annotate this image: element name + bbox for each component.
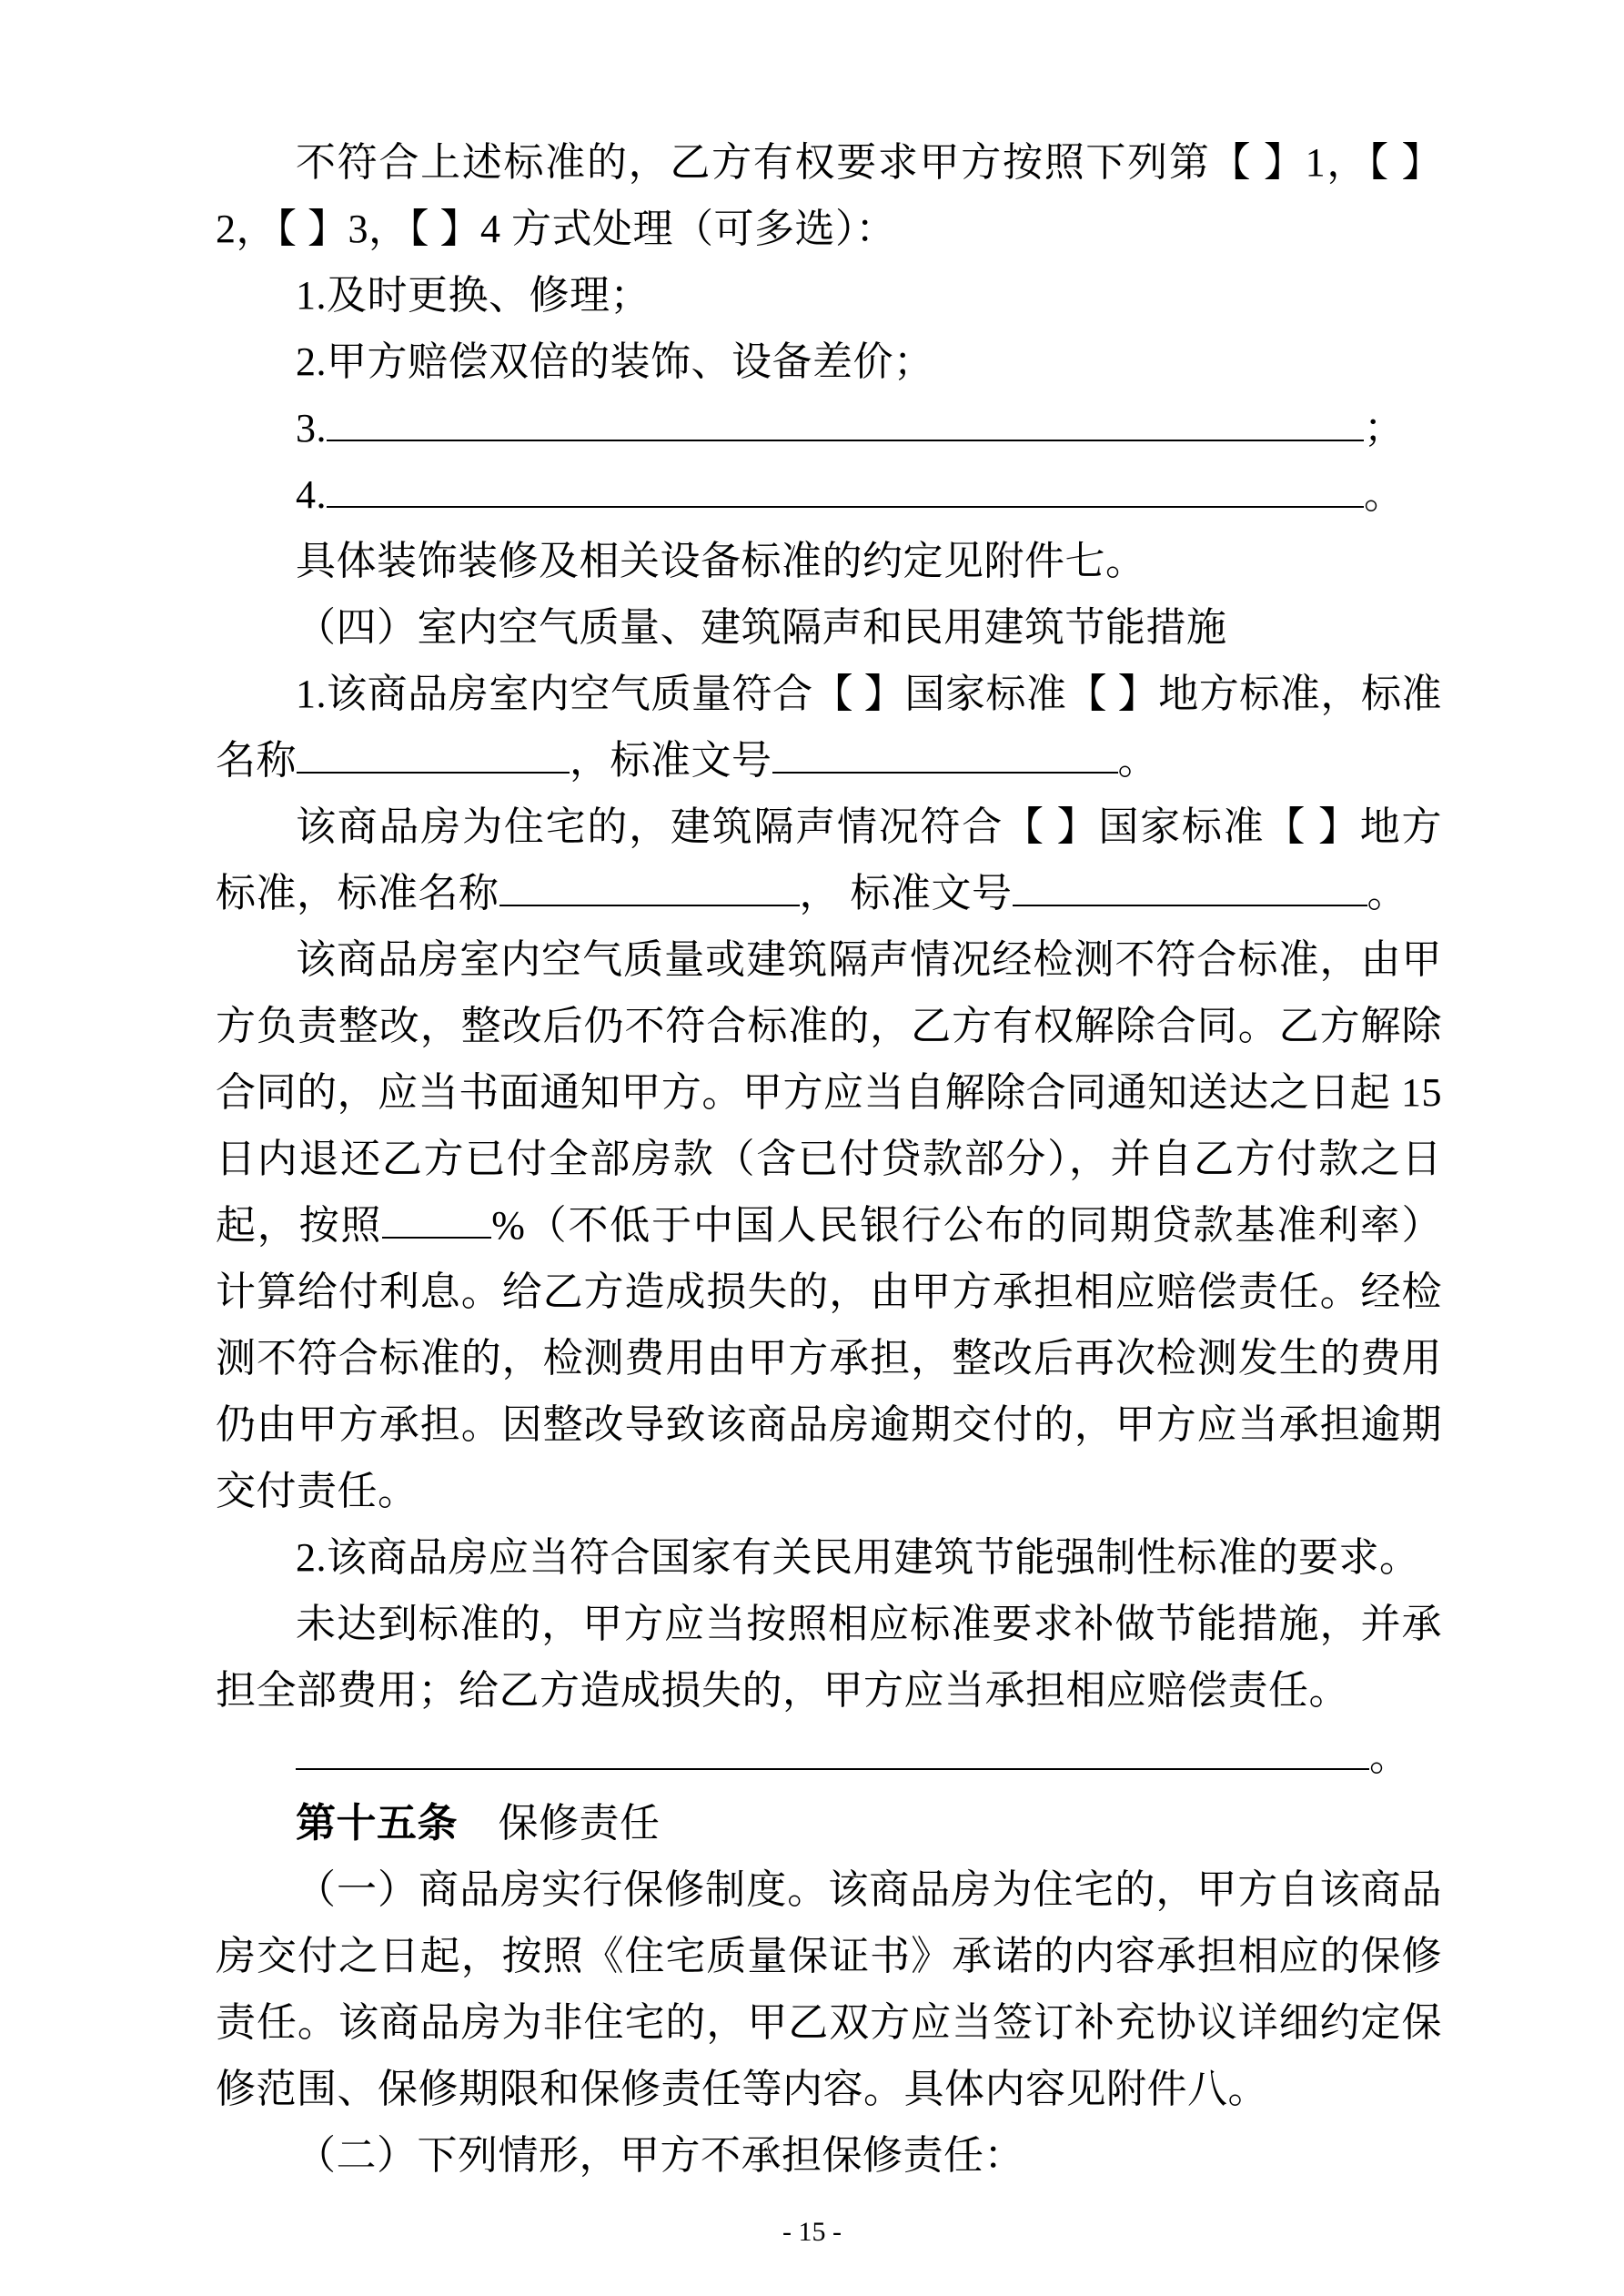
fill-in-blank — [296, 1732, 1369, 1770]
text-run: 2.甲方赔偿双倍的装饰、设备差价； — [296, 339, 934, 384]
fill-in-blank — [1013, 868, 1367, 906]
text-run: 该商品房室内空气质量或建筑隔声情况经检测不符合标准，由甲方负责整改，整改后仍不符合标准的，乙方有权解除合同。乙方解除合同的，应当书面通知甲方。甲方应当自解除合同通知送达之日起 15 日内退还乙方已付全部房款（含已付贷款部分），并自乙方付款之日起，按照 — [216, 937, 1442, 1248]
decoration-standard-note — [216, 528, 1442, 594]
text-run: 。 — [1364, 472, 1405, 517]
air-quality-clause — [216, 661, 1442, 794]
fill-in-blank — [297, 735, 570, 774]
text-run: 1.及时更换、修理； — [296, 273, 651, 318]
text-run: （四）室内空气质量、建筑隔声和民用建筑节能措施 — [296, 605, 1227, 650]
remedy-option-3 — [216, 395, 1442, 461]
text-run: 3. — [296, 406, 327, 450]
remedy-options-intro — [216, 129, 1442, 262]
text-run: 2.该商品房应当符合国家有关民用建筑节能强制性标准的要求。 — [296, 1535, 1420, 1580]
fill-in-blank — [772, 735, 1118, 774]
text-run: ，标准文号 — [570, 738, 772, 783]
remedy-option-1 — [216, 262, 1442, 329]
text-run: 。 — [1367, 871, 1407, 915]
text-run: ； — [1364, 406, 1405, 450]
blank-line-clause — [216, 1724, 1442, 1790]
fill-in-blank — [499, 868, 800, 906]
text-run: 保修责任 — [458, 1801, 661, 1846]
article-15-heading — [216, 1790, 1442, 1856]
text-run: （一）商品房实行保修制度。该商品房为住宅的，甲方自该商品房交付之日起，按照《住宅质量保证书》承诺的内容承担相应的保修责任。该商品房为非住宅的，甲乙双方应当签订补充协议详细约定保修范围、保修期限和保修责任等内容。具体内容见附件八。 — [216, 1867, 1442, 2111]
fill-in-blank — [327, 470, 1364, 508]
text-run: （二）下列情形，甲方不承担保修责任： — [296, 2133, 1024, 2178]
clause-heading-number: 第十五条 — [296, 1801, 458, 1846]
energy-remedy-clause — [216, 1591, 1442, 1724]
sound-insulation-clause — [216, 794, 1442, 926]
text-run: %（不低于中国人民银行公布的同期贷款基准利率）计算给付利息。给乙方造成损失的，由甲方承担相应赔偿责任。经检测不符合标准的，检测费用由甲方承担，整改后再次检测发生的费用仍由甲方承担。因整改导致该商品房逾期交付的，甲方应当承担逾期交付责任。 — [216, 1203, 1443, 1513]
section-4-heading — [216, 594, 1442, 661]
rectification-clause — [216, 926, 1442, 1524]
energy-saving-clause — [216, 1524, 1442, 1591]
remedy-option-2 — [216, 329, 1442, 395]
text-run: 未达到标准的，甲方应当按照相应标准要求补做节能措施，并承担全部费用；给乙方造成损失的，甲方应当承担相应赔偿责任。 — [216, 1602, 1442, 1713]
document-body — [216, 129, 1442, 2189]
fill-in-blank — [327, 403, 1364, 441]
warranty-clause-2 — [216, 2122, 1442, 2189]
text-run: 4. — [296, 472, 327, 517]
remedy-option-4 — [216, 461, 1442, 528]
text-run: ， 标准文号 — [799, 871, 1013, 915]
fill-in-blank — [382, 1200, 491, 1239]
warranty-clause-1 — [216, 1856, 1442, 2122]
text-run: 。 — [1369, 1735, 1410, 1779]
text-run: 1.该商品房室内空气质量符合【 】国家标准【 】地方标准，标准名称 — [216, 672, 1442, 783]
text-run: 具体装饰装修及相关设备标准的约定见附件七。 — [296, 539, 1146, 583]
text-run: 不符合上述标准的，乙方有权要求甲方按照下列第【 】1，【 】2，【 】3，【 】4 方式处理（可多选）： — [216, 140, 1442, 251]
text-run: 。 — [1117, 738, 1158, 783]
text-run: 该商品房为住宅的，建筑隔声情况符合【 】国家标准【 】地方标准，标准名称 — [216, 804, 1442, 915]
page-number: - 15 - — [782, 2217, 842, 2247]
